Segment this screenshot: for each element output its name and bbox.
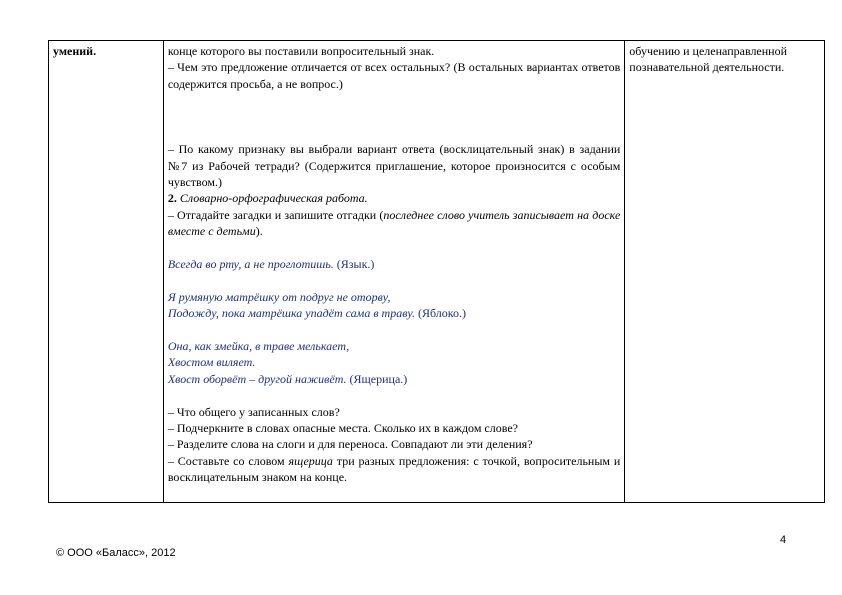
table-row — [49, 41, 825, 503]
activity-cell — [163, 41, 624, 503]
lesson-table — [48, 40, 825, 503]
question-line: – Разделите слова на слоги и для переноса. Совпадают ли эти деления? — [167, 437, 533, 452]
section-title: Словарно-орфографическая работа. — [179, 191, 368, 206]
activity-line: – По какому признаку вы выбрали вариант ответа (восклицательный знак) в задании №7 из Рабочей тетради? (Содержится приглашение, которое произносится с особым чувством.) — [167, 142, 621, 190]
skills-cell — [49, 41, 164, 503]
copyright: © ООО «Баласс», 2012 — [56, 547, 176, 559]
skills-text: умений. — [53, 44, 97, 58]
riddle-3-line: Хвост оборвёт – другой наживёт. (Ящерица.) — [167, 371, 408, 386]
question-line: – Составьте со словом ящерица три разных предложения: с точкой, вопросительным и восклицательным знаком на конце. — [167, 453, 621, 485]
riddle-2-line: Я румяную матрёшку от подруг не оторву, — [167, 289, 391, 304]
page-number: 4 — [780, 534, 787, 546]
section-number: 2. — [167, 191, 177, 206]
riddle-2-line: Подожду, пока матрёшка упадёт сама в траву. (Яблоко.) — [167, 306, 466, 321]
riddle-3-line: Хвостом виляет. — [167, 355, 256, 370]
activity-line: – Чем это предложение отличается от всех остальных? (В остальных вариантах ответов содержится просьба, а не вопрос.) — [167, 60, 621, 91]
riddle-1: Всегда во рту, а не проглотишь. (Язык.) — [167, 257, 375, 272]
activity-line: конце которого вы поставили вопросительный знак. — [167, 44, 435, 58]
goal-cell — [625, 41, 825, 503]
question-line: – Подчеркните в словах опасные места. Сколько их в каждом слове? — [167, 421, 518, 436]
riddle-task: – Отгадайте загадки и запишите отгадки (последнее слово учитель записывает на доске вместе с детьми). — [167, 207, 621, 239]
section-heading — [168, 190, 620, 206]
goal-text: обучению и целенаправленной познавательной деятельности. — [629, 44, 788, 75]
question-line: – Что общего у записанных слов? — [167, 404, 340, 419]
riddle-3-line: Она, как змейка, в траве мелькает, — [167, 339, 350, 354]
